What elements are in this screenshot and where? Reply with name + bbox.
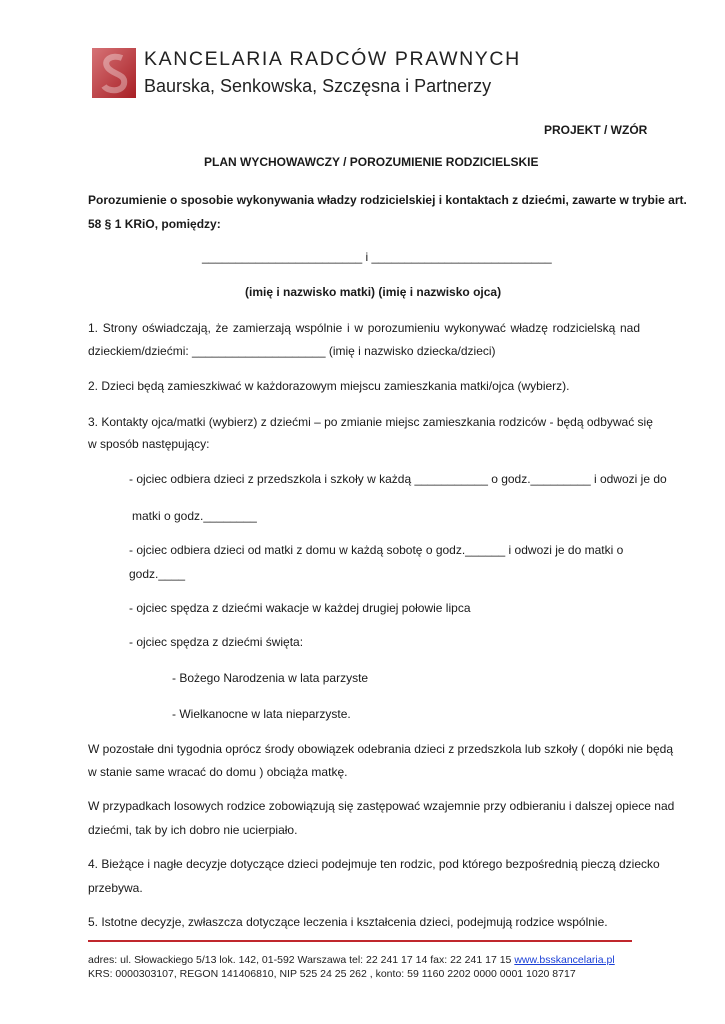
paragraph-3-line-2: w sposób następujący: <box>88 437 210 451</box>
paragraph-6-line-1: 4. Bieżące i nagłe decyzje dotyczące dzieci podejmuje ten rodzic, pod którego bezpośrednią pieczą dziecko <box>88 857 660 871</box>
list-item-2-line-1: - ojciec odbiera dzieci od matki z domu w każdą sobotę o godz.______ i odwozi je do matki o <box>129 543 624 557</box>
paragraph-5-line-2: dziećmi, tak by ich dobro nie ucierpiało. <box>88 823 298 837</box>
document-title: PLAN WYCHOWAWCZY / POROZUMIENIE RODZICIELSKIE <box>204 155 539 169</box>
parties-blank: ________________________ i ___________________________ <box>202 250 552 264</box>
list-item-2-line-2: godz.____ <box>129 567 186 581</box>
list-item-1-line-2: matki o godz.________ <box>132 509 257 523</box>
list-item-1-line-1: - ojciec odbiera dzieci z przedszkola i szkoły w każdą ___________ o godz._________ i odwozi je do <box>129 472 667 486</box>
paragraph-6-line-2: przebywa. <box>88 881 143 895</box>
footer-website-link[interactable]: www.bsskancelaria.pl <box>514 954 615 966</box>
paragraph-4-line-2: w stanie same wracać do domu ) obciąża matkę. <box>88 765 348 779</box>
sub-item-easter: - Wielkanocne w lata nieparzyste. <box>172 707 351 721</box>
paragraph-7: 5. Istotne decyzje, zwłaszcza dotyczące leczenia i kształcenia dzieci, podejmują rodzice wspólnie. <box>88 915 608 929</box>
law-firm-logo-icon <box>92 48 136 98</box>
paragraph-1-line-2: dzieckiem/dziećmi: ____________________ (imię i nazwisko dziecka/dzieci) <box>88 344 496 358</box>
paragraph-4-line-1: W pozostałe dni tygodnia oprócz środy obowiązek odebrania dzieci z przedszkola lub szkoły ( dopóki nie będą <box>88 742 673 756</box>
parties-caption: (imię i nazwisko matki) (imię i nazwisko ojca) <box>245 285 502 299</box>
footer-address: adres: ul. Słowackiego 5/13 lok. 142, 01-592 Warszawa tel: 22 241 17 14 fax: 22 241 17 15 <box>88 954 515 966</box>
footer-address-line <box>88 953 615 967</box>
paragraph-1-line-1: 1. Strony oświadczają, że zamierzają wspólnie i w porozumieniu wykonywać władzę rodzicielską nad <box>88 321 640 335</box>
firm-name: KANCELARIA RADCÓW PRAWNYCH <box>144 48 521 70</box>
paragraph-2: 2. Dzieci będą zamieszkiwać w każdorazowym miejscu zamieszkania matki/ojca (wybierz). <box>88 379 570 393</box>
paragraph-3-line-1: 3. Kontakty ojca/matki (wybierz) z dziećmi – po zmianie miejsc zamieszkania rodziców - będą odbywać się <box>88 415 653 429</box>
sub-item-christmas: - Bożego Narodzenia w lata parzyste <box>172 671 369 685</box>
footer-divider <box>88 940 632 942</box>
intro-line-2: 58 § 1 KRiO, pomiędzy: <box>88 217 221 231</box>
list-item-3: - ojciec spędza z dziećmi wakacje w każdej drugiej połowie lipca <box>129 601 471 615</box>
list-item-4: - ojciec spędza z dziećmi święta: <box>129 635 304 649</box>
paragraph-5-line-1: W przypadkach losowych rodzice zobowiązują się zastępować wzajemnie przy odbieraniu i dalszej opiece nad <box>88 799 675 813</box>
footer-registry: KRS: 0000303107, REGON 141406810, NIP 525 24 25 262 , konto: 59 1160 2202 0000 0001 1020 8717 <box>88 968 576 980</box>
firm-partners: Baurska, Senkowska, Szczęsna i Partnerzy <box>144 76 492 96</box>
document-status: PROJEKT / WZÓR <box>544 123 648 137</box>
intro-line-1: Porozumienie o sposobie wykonywania władzy rodzicielskiej i kontaktach z dziećmi, zawarte w trybie art. <box>88 193 687 207</box>
